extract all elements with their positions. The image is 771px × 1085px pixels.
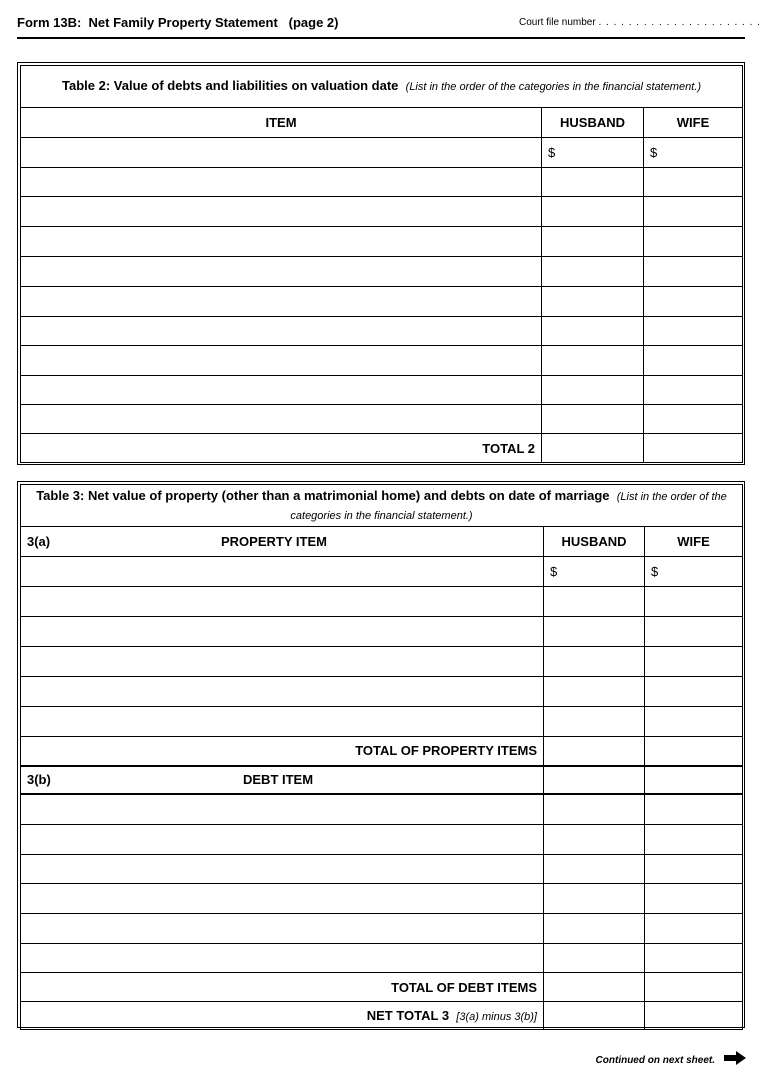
total-property-label: TOTAL OF PROPERTY ITEMS (21, 737, 544, 766)
wife-cell[interactable] (644, 287, 743, 317)
husband-cell[interactable] (542, 227, 644, 257)
wife-cell[interactable] (645, 794, 743, 825)
wife-cell[interactable] (644, 317, 743, 346)
table-row (21, 617, 743, 647)
section-3a-number: 3(a) (27, 534, 51, 549)
wife-cell[interactable] (644, 197, 743, 227)
husband-cell[interactable] (544, 944, 645, 973)
table-row (21, 376, 743, 405)
table-row (21, 257, 743, 287)
husband-cell[interactable] (544, 677, 645, 707)
wife-net-total-cell[interactable] (645, 1002, 743, 1030)
husband-net-total-cell[interactable] (544, 1002, 645, 1030)
item-cell[interactable] (21, 557, 544, 587)
table2-col-wife: WIFE (644, 108, 743, 138)
table-row (21, 317, 743, 346)
item-cell[interactable] (21, 855, 544, 884)
wife-total-cell[interactable] (645, 973, 743, 1002)
husband-cell[interactable] (542, 405, 644, 434)
husband-cell[interactable] (544, 794, 645, 825)
item-cell[interactable] (21, 677, 544, 707)
section-3b-label: DEBT ITEM (243, 772, 314, 787)
husband-cell[interactable] (544, 617, 645, 647)
wife-cell[interactable] (645, 707, 743, 737)
section-3b-header (21, 766, 544, 794)
court-file-label: Court file number (519, 17, 596, 28)
item-cell[interactable] (21, 227, 542, 257)
table-row (21, 138, 743, 168)
husband-cell[interactable] (542, 197, 644, 227)
table-row (21, 707, 743, 737)
total-debt-label: TOTAL OF DEBT ITEMS (21, 973, 544, 1002)
wife-cell[interactable] (644, 405, 743, 434)
item-cell[interactable] (21, 884, 544, 914)
item-cell[interactable] (21, 168, 542, 197)
husband-cell[interactable] (542, 257, 644, 287)
table2-total-row (21, 434, 743, 463)
table2-col-husband: HUSBAND (542, 108, 644, 138)
wife-cell[interactable] (644, 138, 743, 168)
table3 (20, 484, 743, 1030)
table-row (21, 794, 743, 825)
husband-total-cell[interactable] (544, 737, 645, 766)
table2-instruction: (List in the order of the categories in the financial statement.) (405, 81, 701, 93)
net-total-label: NET TOTAL 3 (366, 1008, 450, 1023)
item-cell[interactable] (21, 257, 542, 287)
table2-title: Table 2: Value of debts and liabilities on valuation date (62, 78, 399, 93)
item-cell[interactable] (21, 287, 542, 317)
husband-cell[interactable] (544, 914, 645, 944)
currency-sign: $ (650, 145, 658, 160)
currency-sign: $ (550, 564, 558, 579)
court-file-number (519, 17, 761, 28)
table-row (21, 855, 743, 884)
husband-total-cell[interactable] (542, 434, 644, 463)
husband-cell[interactable] (542, 376, 644, 405)
table2-col-item: ITEM (21, 108, 542, 138)
table2-caption (21, 66, 743, 108)
section-3a-label: PROPERTY ITEM (221, 534, 327, 549)
table-row (21, 825, 743, 855)
currency-sign: $ (651, 564, 659, 579)
husband-cell[interactable] (544, 855, 645, 884)
table3-caption (21, 485, 743, 527)
wife-cell[interactable] (645, 825, 743, 855)
item-cell[interactable] (21, 707, 544, 737)
wife-cell[interactable] (644, 346, 743, 376)
item-cell[interactable] (21, 376, 542, 405)
husband-cell[interactable] (542, 138, 644, 168)
net-total-label-cell (21, 1002, 544, 1030)
court-file-field[interactable]: . . . . . . . . . . . . . . . . . . . . . . (598, 17, 761, 28)
husband-total-cell[interactable] (544, 973, 645, 1002)
wife-cell[interactable] (645, 884, 743, 914)
table-row (21, 914, 743, 944)
table2-total-label: TOTAL 2 (21, 434, 542, 463)
table-row (21, 346, 743, 376)
wife-cell[interactable] (644, 376, 743, 405)
husband-cell[interactable] (542, 317, 644, 346)
item-cell[interactable] (21, 617, 544, 647)
wife-cell[interactable] (644, 257, 743, 287)
item-cell[interactable] (21, 647, 544, 677)
wife-cell[interactable] (645, 617, 743, 647)
husband-cell[interactable] (544, 647, 645, 677)
husband-cell[interactable] (542, 168, 644, 197)
section-3b-number: 3(b) (27, 772, 51, 787)
table-row (21, 197, 743, 227)
wife-cell[interactable] (644, 227, 743, 257)
table-row (21, 587, 743, 617)
continued-note: Continued on next sheet. (595, 1055, 715, 1066)
wife-cell[interactable] (644, 168, 743, 197)
item-cell[interactable] (21, 346, 542, 376)
net-total-formula: [3(a) minus 3(b)] (456, 1011, 537, 1023)
table-row (21, 884, 743, 914)
wife-total-cell[interactable] (645, 737, 743, 766)
husband-cell[interactable] (542, 287, 644, 317)
header-rule (17, 37, 745, 39)
table3-col-wife: WIFE (645, 527, 743, 557)
wife-total-cell[interactable] (644, 434, 743, 463)
table-row (21, 677, 743, 707)
table-row (21, 405, 743, 434)
wife-cell[interactable] (645, 557, 743, 587)
item-cell[interactable] (21, 825, 544, 855)
wife-cell[interactable] (645, 944, 743, 973)
table-row (21, 168, 743, 197)
currency-sign: $ (548, 145, 556, 160)
property-total-row (21, 737, 743, 766)
husband-cell[interactable] (544, 825, 645, 855)
husband-cell[interactable] (544, 557, 645, 587)
wife-cell[interactable] (645, 587, 743, 617)
debt-total-row (21, 973, 743, 1002)
wife-cell[interactable] (645, 914, 743, 944)
table3-instruction: (List in the order of the categories in the financial statement.) (290, 490, 727, 522)
section-3b-wife-cell (645, 766, 743, 794)
item-cell[interactable] (21, 587, 544, 617)
table-row (21, 647, 743, 677)
arrow-right-icon (724, 1051, 746, 1065)
husband-cell[interactable] (542, 346, 644, 376)
table-row (21, 944, 743, 973)
wife-cell[interactable] (645, 677, 743, 707)
item-cell[interactable] (21, 794, 544, 825)
section-3b-husband-cell (544, 766, 645, 794)
item-cell[interactable] (21, 138, 542, 168)
wife-cell[interactable] (645, 647, 743, 677)
section-3a-header (21, 527, 544, 557)
net-total-row (21, 1002, 743, 1030)
table2 (20, 65, 743, 463)
husband-cell[interactable] (544, 884, 645, 914)
table-row (21, 557, 743, 587)
form-title: Form 13B: Net Family Property Statement (page 2) (17, 15, 339, 30)
husband-cell[interactable] (544, 707, 645, 737)
table3-title: Table 3: Net value of property (other than a matrimonial home) and debts on date of marriage (36, 487, 610, 503)
husband-cell[interactable] (544, 587, 645, 617)
table-row (21, 287, 743, 317)
item-cell[interactable] (21, 317, 542, 346)
item-cell[interactable] (21, 944, 544, 973)
item-cell[interactable] (21, 914, 544, 944)
table3-col-husband: HUSBAND (544, 527, 645, 557)
table-row (21, 227, 743, 257)
item-cell[interactable] (21, 405, 542, 434)
item-cell[interactable] (21, 197, 542, 227)
wife-cell[interactable] (645, 855, 743, 884)
